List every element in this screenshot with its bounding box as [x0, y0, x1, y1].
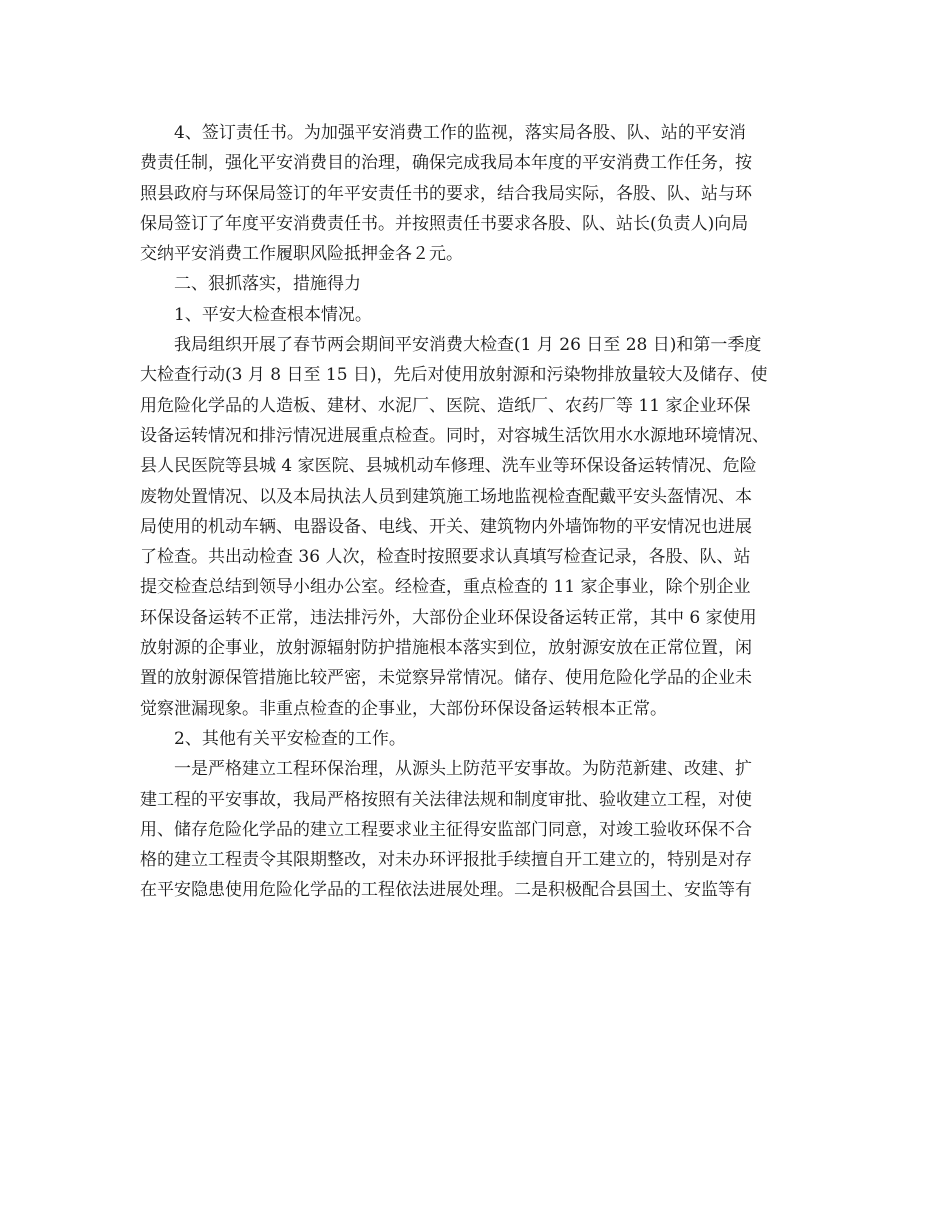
text-line: 在平安隐患使用危险化学品的工程依法进展处理。二是积极配合县国土、安监等有 [140, 880, 752, 901]
text-line: 建工程的平安事故，我局严格按照有关法律法规和制度审批、验收建立工程，对使 [140, 789, 752, 810]
text-line: 置的放射源保管措施比较严密，未觉察异常情况。储存、使用危险化学品的企业未 [140, 668, 752, 689]
text-line: 了检查。共出动检查 36 人次，检查时按照要求认真填写检查记录，各股、队、站 [140, 547, 751, 568]
text-line: 一是严格建立工程环保治理，从源头上防范平安事故。为防范新建、改建、扩 [174, 759, 752, 780]
text-line: 格的建立工程责令其限期整改，对未办环评报批手续擅自开工建立的，特别是对存 [140, 850, 752, 871]
document-body [140, 118, 830, 906]
text-line: 2、其他有关平安检查的工作。 [174, 728, 406, 749]
text-line: 用、储存危险化学品的建立工程要求业主征得安监部门同意，对竣工验收环保不合 [140, 819, 752, 840]
text-line: 交纳平安消费工作履职风险抵押金各２元。 [140, 244, 463, 265]
text-line: 保局签订了年度平安消费责任书。并按照责任书要求各股、队、站长(负责人)向局 [140, 213, 749, 234]
text-line: 环保设备运转不正常，违法排污外，大部份企业环保设备运转正常，其中 6 家使用 [140, 607, 757, 628]
text-line: 4、签订责任书。为加强平安消费工作的监视，落实局各股、队、站的平安消 [174, 123, 746, 143]
text-line: 放射源的企事业，放射源辐射防护措施根本落实到位，放射源安放在正常位置，闲 [140, 638, 752, 659]
text-line: 1、平安大检查根本情况。 [174, 304, 372, 325]
text-line: 大检查行动(3 月 8 日至 15 日)，先后对使用放射源和污染物排放量较大及储存、使 [140, 365, 768, 386]
text-line: 费责任制，强化平安消费目的治理，确保完成我局本年度的平安消费工作任务，按 [140, 153, 752, 174]
text-line: 二、狠抓落实，措施得力 [174, 274, 361, 295]
text-line: 局使用的机动车辆、电器设备、电线、开关、建筑物内外墙饰物的平安情况也进展 [140, 516, 752, 537]
text-line: 照县政府与环保局签订的年平安责任书的要求，结合我局实际，各股、队、站与环 [140, 183, 752, 204]
text-line: 县人民医院等县城 4 家医院、县城机动车修理、洗车业等环保设备运转情况、危险 [140, 456, 757, 477]
text-line: 觉察泄漏现象。非重点检查的企事业，大部份环保设备运转根本正常。 [140, 698, 667, 719]
text-line: 提交检查总结到领导小组办公室。经检查，重点检查的 11 家企事业，除个别企业 [140, 577, 751, 598]
text-line: 用危险化学品的人造板、建材、水泥厂、医院、造纸厂、农药厂等 11 家企业环保 [140, 395, 751, 416]
text-line: 废物处置情况、以及本局执法人员到建筑施工场地监视检查配戴平安头盔情况、本 [140, 486, 752, 507]
text-line: 设备运转情况和排污情况进展重点检查。同时，对容城生活饮用水水源地环境情况、 [140, 425, 769, 446]
text-line: 我局组织开展了春节两会期间平安消费大检查(1 月 26 日至 28 日)和第一季度 [174, 335, 762, 356]
